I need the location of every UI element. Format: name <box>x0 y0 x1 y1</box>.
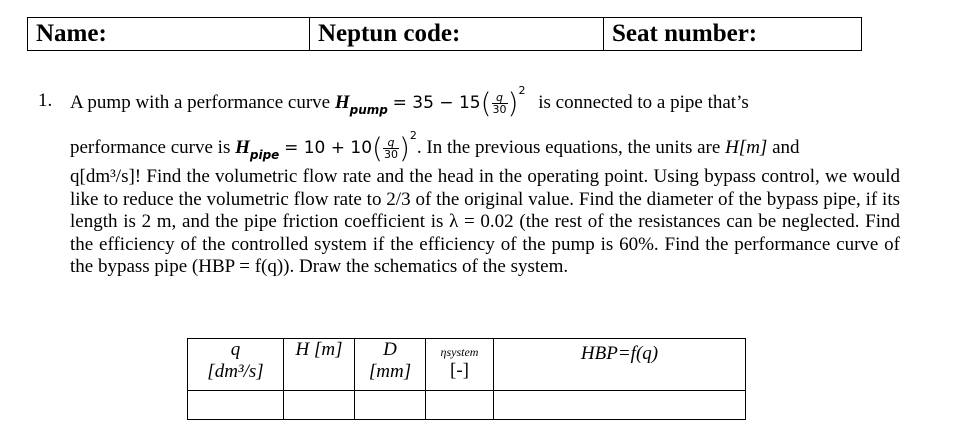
answer-table <box>187 338 746 420</box>
seat-label: Seat number: <box>612 20 758 47</box>
pipe-equation: = 10 + 10 <box>284 138 373 158</box>
header-hbp: HBP=f(q) <box>494 339 746 391</box>
pump-subscript: pump <box>349 103 388 117</box>
pipe-subscript: pipe <box>249 148 280 162</box>
name-label: Name: <box>36 20 107 47</box>
line1-text-b: is connected to a pipe that’s <box>538 92 749 113</box>
and-word: and <box>772 137 800 158</box>
pipe-fraction: $\frac{q}{30}$ <box>383 136 398 162</box>
header-eta: ηsystem [-] <box>426 339 494 391</box>
header-q: q [dm³/s] <box>188 339 284 391</box>
header-h: H [m] <box>284 339 355 391</box>
pump-square: 2 <box>518 84 526 97</box>
header-d: D [mm] <box>355 339 426 391</box>
line2-text-b: . In the previous equations, the units are <box>416 137 721 158</box>
pump-fraction: $\frac{q}{30}$ <box>492 91 507 117</box>
header-box <box>27 17 862 51</box>
pipe-head-symbol: H <box>235 137 250 158</box>
problem-body: q[dm³/s]! Find the volumetric flow rate and the head in the operating point. Using bypass control, we would like to reduce the volumetric flow rate to 2/3 of the original value. Find the diameter of the bypass pipe, if its length is 2 m, and the pipe friction coefficient is λ = 0.02 (the rest of the resistances can be neglected. Find the efficiency of the controlled system if the efficiency of the pump is 60%. Find the performance curve of the bypass pipe (HBP = f(q)). Draw the schematics of the system. <box>70 166 900 277</box>
problem-line-2: performance curve is $H_{pipe} = 10 + 10$( $\frac{q}{30}$ )$^2$. In the previous equations, the units are H[m] and <box>70 129 800 165</box>
pump-equation: = 35 − 15 <box>392 93 481 113</box>
cell-eta[interactable] <box>426 391 494 420</box>
line1-text-a: A pump with a performance curve <box>70 92 331 113</box>
table-header-row <box>188 339 746 391</box>
table-row <box>188 391 746 420</box>
cell-q[interactable] <box>188 391 284 420</box>
cell-hbp[interactable] <box>494 391 746 420</box>
problem-number: 1. <box>38 90 53 111</box>
name-field[interactable] <box>28 18 310 50</box>
unit-h: H[m] <box>725 137 768 158</box>
problem-line-1: A pump with a performance curve $H_{pump} = 35 - 15$( $\frac{q}{30}$ )$^2$ is connected to a pipe that’s <box>70 84 749 120</box>
pipe-square: 2 <box>409 129 417 142</box>
line2-text-a: performance curve is <box>70 137 231 158</box>
cell-d[interactable] <box>355 391 426 420</box>
cell-h[interactable] <box>284 391 355 420</box>
neptun-label: Neptun code: <box>318 20 461 47</box>
pump-head-symbol: H <box>334 92 350 113</box>
neptun-code-field[interactable] <box>310 18 604 50</box>
seat-number-field[interactable] <box>604 18 861 50</box>
